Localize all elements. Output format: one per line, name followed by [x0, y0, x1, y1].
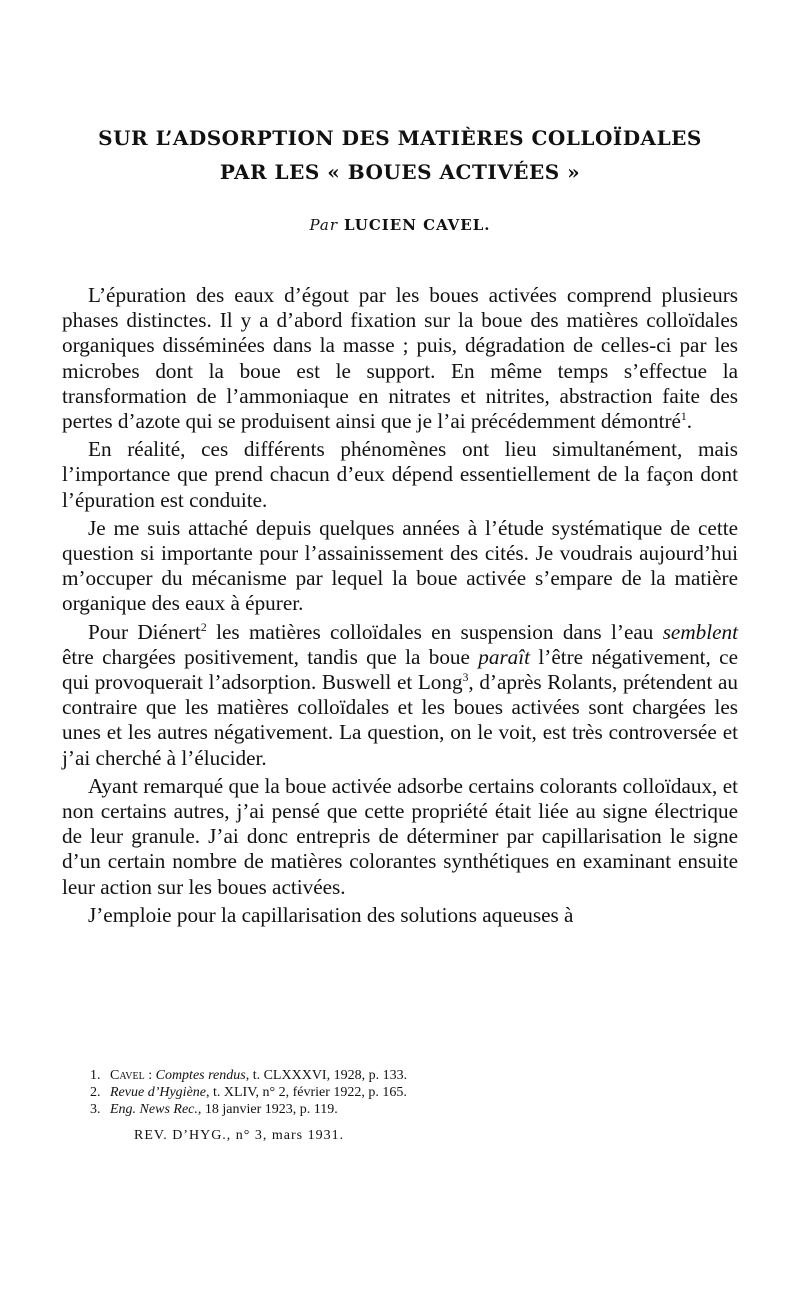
footnote-separator: :: [144, 1068, 156, 1083]
footnote-number: 1.: [90, 1068, 101, 1083]
paragraph-6: J’emploie pour la capillarisation des solutions aqueuses à: [88, 902, 574, 927]
footnote-ref-3[interactable]: 3: [462, 670, 469, 684]
footnote-source: Comptes rendus: [155, 1068, 246, 1083]
byline: [0, 216, 800, 234]
paragraph-text: l’être négativement, ce qui provoquerait l’adsorption. Buswell et Long: [62, 644, 738, 695]
article-body: [62, 283, 738, 931]
paragraph-1: [62, 283, 738, 434]
footnote-number: 3.: [90, 1102, 101, 1117]
footnote-2: [90, 1084, 730, 1101]
paragraph-3: Je me suis attaché depuis quelques années à l’étude systématique de cette question si importante pour l’assainissement des cités. Je voudrais aujourd’hui m’occuper du mécanisme par lequel la boue activée s’empare de la matière organique des eaux à épurer.: [62, 515, 738, 616]
paragraph-text: être chargées positivement, tandis que la boue: [62, 644, 479, 669]
footnote-ref-1[interactable]: 1: [680, 409, 687, 423]
article-title-line1: SUR L’ADSORPTION DES MATIÈRES COLLOÏDALES: [98, 126, 702, 150]
emphasis-text: paraît: [478, 644, 531, 669]
paragraph-text: les matières colloïdales en suspension dans l’eau: [206, 619, 663, 644]
footnote-number: 2.: [90, 1085, 101, 1100]
paragraph-text: .: [686, 409, 693, 434]
footnote-source: Revue d’Hygiène: [110, 1085, 206, 1100]
footnote-ref-2[interactable]: 2: [200, 620, 207, 634]
author-name: LUCIEN CAVEL.: [344, 216, 491, 234]
article-title-line2: PAR LES « BOUES ACTIVÉES »: [219, 160, 581, 184]
footnote-1: [90, 1067, 730, 1084]
paragraph-text: Pour Diénert: [88, 619, 201, 644]
footnote-author: Cavel: [110, 1068, 145, 1083]
paragraph-text: , d’après Rolants, prétendent au contraire que les matières colloïdales et les boues activées sont chargées les unes et les autres négativement. La question, on le voit, est très controversée et j’ai cherché à l’élucider.: [62, 670, 738, 770]
journal-footer: REV. D’HYG., n° 3, mars 1931.: [134, 1128, 345, 1143]
footnote-3: [90, 1101, 730, 1118]
byline-prefix: Par: [309, 216, 339, 234]
paragraph-2: En réalité, ces différents phénomènes ont lieu simultanément, mais l’importance que prend chacun d’eux dépend essentiellement de la façon dont l’épuration est conduite.: [62, 437, 738, 512]
footnote-details: , t. CLXXXVI, 1928, p. 133.: [245, 1068, 408, 1083]
paragraph-text: L’épuration des eaux d’égout par les boues activées comprend plusieurs phases distinctes. Il y a d’abord fixation sur la boue des matières colloïdales organiques disséminées dans la masse ; puis, dégradation de celles-ci par les microbes dont la boue est le support. En même temps s’effectue la transformation de l’ammoniaque en nitrates et nitrites, abstraction faite des pertes d’azote qui se produisent ainsi que je l’ai précédemment démontré: [62, 283, 738, 434]
footnote-details: , t. XLIV, n° 2, février 1922, p. 165.: [206, 1085, 407, 1100]
paragraph-4: [62, 620, 738, 771]
paragraph-5: Ayant remarqué que la boue activée adsorbe certains colorants colloïdaux, et non certains autres, j’ai pensé que cette propriété était liée au signe électrique de leur granule. J’ai donc entrepris de déterminer par capillarisation le signe d’un certain nombre de matières colorantes synthétiques en examinant ensuite leur action sur les boues activées.: [62, 773, 738, 899]
footnote-details: , 18 janvier 1923, p. 119.: [197, 1102, 338, 1117]
emphasis-text: semblent: [662, 619, 739, 644]
footnote-source: Eng. News Rec.: [110, 1102, 198, 1117]
